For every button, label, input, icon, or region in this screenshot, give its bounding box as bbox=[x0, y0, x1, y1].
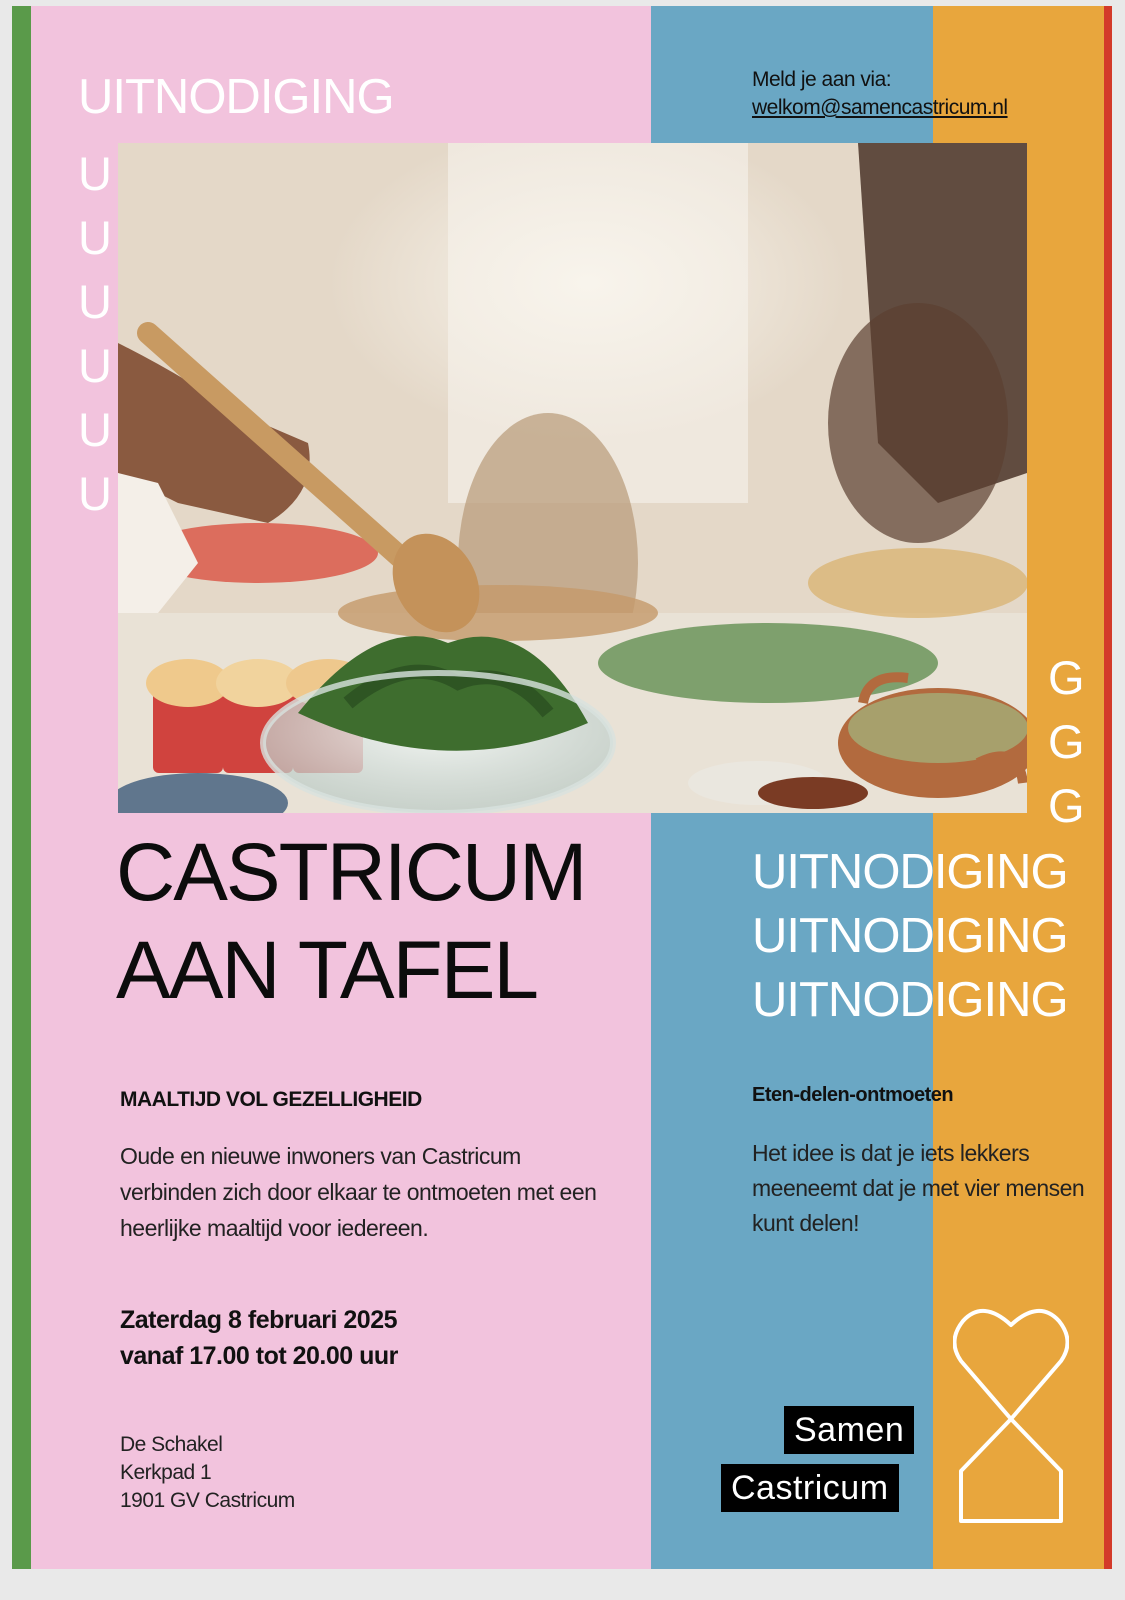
address-city: 1901 GV Castricum bbox=[120, 1489, 295, 1512]
buffet-photo bbox=[118, 143, 1027, 813]
event-title-line2: AAN TAFEL bbox=[116, 925, 537, 1016]
u-letter: U bbox=[78, 147, 112, 200]
repeated-title: UITNODIGING bbox=[752, 909, 1068, 963]
g-letter: G bbox=[1048, 651, 1085, 704]
event-title-line1: CASTRICUM bbox=[116, 827, 586, 918]
g-letter: G bbox=[1048, 715, 1085, 768]
event-description: Oude en nieuwe inwoners van Castricum verbinden zich door elkaar te ontmoeten met een heerlijke maaltijd voor iedereen. bbox=[120, 1143, 597, 1241]
signup-email-link[interactable]: welkom@samencastricum.nl bbox=[752, 96, 1008, 119]
signup-contact bbox=[752, 66, 1008, 122]
signup-label: Meld je aan via: bbox=[752, 68, 892, 91]
logo-samen: Samen bbox=[784, 1406, 914, 1454]
info-heading: Eten-delen-ontmoeten bbox=[752, 1084, 954, 1106]
event-subtitle: MAALTIJD VOL GEZELLIGHEID bbox=[120, 1088, 422, 1111]
repeated-title: UITNODIGING bbox=[752, 845, 1068, 899]
address-street: Kerkpad 1 bbox=[120, 1461, 212, 1484]
logo-castricum: Castricum bbox=[721, 1464, 899, 1512]
event-date bbox=[120, 1302, 398, 1374]
u-letter: U bbox=[78, 467, 112, 520]
buffet-illustration bbox=[118, 143, 1027, 813]
repeated-title-stack bbox=[752, 840, 1068, 1032]
g-letter-column bbox=[1048, 646, 1098, 838]
repeated-title: UITNODIGING bbox=[752, 973, 1068, 1027]
u-letter: U bbox=[78, 403, 112, 456]
event-title bbox=[116, 824, 585, 1020]
u-letter: U bbox=[78, 339, 112, 392]
event-address bbox=[120, 1431, 295, 1515]
g-letter: G bbox=[1048, 779, 1085, 832]
u-letter: U bbox=[78, 275, 112, 328]
invitation-title: UITNODIGING bbox=[78, 70, 394, 124]
address-venue: De Schakel bbox=[120, 1433, 223, 1456]
u-letter: U bbox=[78, 211, 112, 264]
invitation-poster bbox=[12, 6, 1112, 1569]
heart-house-icon bbox=[953, 1303, 1069, 1527]
info-text: Het idee is dat je iets lekkers meeneemt dat je met vier mensen kunt delen! bbox=[752, 1140, 1085, 1236]
u-letter-column bbox=[78, 142, 118, 526]
red-stripe bbox=[1104, 6, 1112, 1569]
event-date-day: Zaterdag 8 februari 2025 bbox=[120, 1306, 398, 1334]
green-stripe bbox=[12, 6, 31, 1569]
event-date-time: vanaf 17.00 tot 20.00 uur bbox=[120, 1342, 398, 1370]
